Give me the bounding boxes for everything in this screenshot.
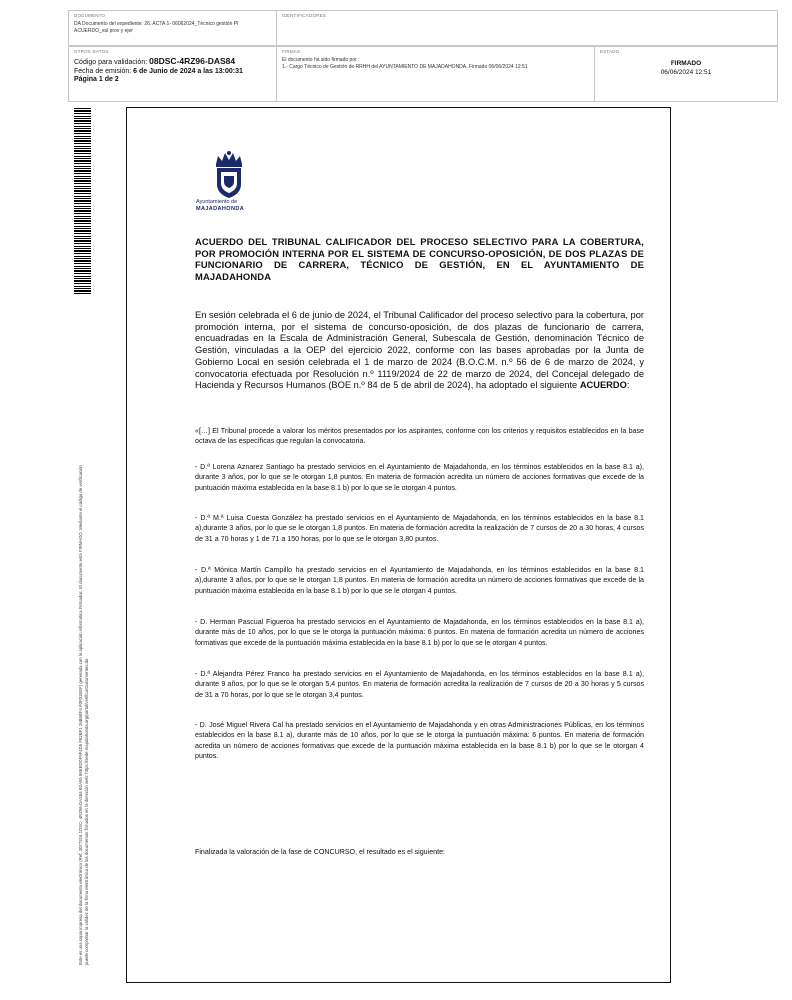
firmas-line1: El documento ha sido firmado por :: [282, 57, 360, 63]
firmas-cell: [276, 47, 594, 101]
paragraph-candidate-6: - D. José Miguel Rivera Cal ha prestado servicios en el Ayuntamiento de Majadahonda y en otras Administraciones Públicas, en los términos establecidos en la base 8.1 a), durante más de 10 años, por lo que se le otorga la puntuación máxima: 6 puntos. En materia de formación acredita un número de acciones formativas que excede de la puntuación máxima establecida en la base 8.1 b) por lo que se le otorgan 4 puntos.: [195, 721, 644, 760]
codigo-value[interactable]: 08DSC-4RZ96-DAS84: [149, 56, 236, 66]
otros-datos-cell: [69, 47, 276, 101]
estado-label: ESTADO: [600, 49, 620, 54]
barcode: [74, 108, 91, 296]
fecha-value: 6 de Junio de 2024 a las 13:00:31: [133, 67, 243, 75]
pagina-label: Página 1 de 2: [74, 76, 119, 83]
intro-acuerdo: ACUERDO: [579, 380, 627, 391]
documento-label: DOCUMENTO: [74, 13, 106, 18]
firmas-line2: 1.- Cargo Técnico de Gestión de RRHH del AYUNTAMIENTO DE MAJADAHONDA. Firmado 06/06/2024 12:51: [282, 63, 528, 70]
codigo-label: Código para validación:: [74, 59, 148, 66]
intro-text: En sesión celebrada el 6 de junio de 2024, el Tribunal Calificador del proceso selectivo para la cobertura, por promoción interna, por el sistema de concurso-oposición, de dos plazas de funcionario de carrera, encuadradas en la Escala de Administración General, Subescala de Gestión, denominación Técnico de Gestión, vinculadas a la OEP del ejercicio 2022, conforme con las bases aprobadas por la Junta de Gobierno Local en sesión celebrada el 1 de marzo de 2024 (B.O.C.M. n.º 56 de 6 de marzo de 2024, y convocatoria efectuada por Resolución n.º 1119/2024 de 22 de marzo de 2024, del Concejal delegado de Hacienda y Recursos Humanos (BOE n.º 84 de 5 de abril de 2024), ha adoptado el siguiente: [195, 310, 644, 391]
paragraph-final: Finalizada la valoración de la fase de CONCURSO, el resultado es el siguiente:: [195, 848, 445, 856]
identificadores-label: IDENTIFICADORES: [282, 13, 327, 18]
documento-cell: [69, 11, 276, 45]
paragraph-candidate-2: - D.ª M.ª Luisa Cuesta González ha prestado servicios en el Ayuntamiento de Majadahonda, en los términos establecidos en la base 8.1 a),durante 3 años, por lo que se le otorgan 1,8 puntos. En materia de formación acredita la realización de 7 cursos de 20 a 30 horas, 4 cursos de 31 a 70 horas y 1 de 71 a 150 horas, por lo que se le otorgan 3,80 puntos.: [195, 514, 644, 543]
estado-date: 06/06/2024 12:51: [660, 69, 712, 76]
paragraph-candidate-5: - D.ª Alejandra Pérez Franco ha prestado servicios en el Ayuntamiento de Majadahonda, en los términos establecidos en la base 8.1 a), durante 9 años, por lo que se le otorgan 5,4 puntos. En materia de formación acredita la realización de 7 cursos de 20 a 30 horas y 5 cursos de 31 a 70 horas, por lo que se le otorgan 3,4 puntos.: [195, 670, 644, 699]
paragraph-candidate-1: - D.ª Lorena Aznarez Santiago ha prestado servicios en el Ayuntamiento de Majadahonda, en los términos establecidos en la base 8.1 a), durante 3 años, por lo que se le otorgan 1,8 puntos. En materia de formación acredita un número de acciones formativas que excede de la puntuación máxima establecida en la base 8.1 b) por lo que se le otorgan 4 puntos.: [195, 463, 644, 492]
margin-line1: Este es una copia impresa del documento electrónico (Ref: 3077316 1DSC- 4RZ96-DAS84 B2A55 86EEDDF9F4D5 F82BF1 26B6BF4 F0F01EEF) generada con la aplicación informática Firmadoc. El documento está FIRMADO. Mediante el código de verificación: [78, 465, 83, 965]
estado-cell: [594, 47, 777, 101]
signature-header-top: [68, 10, 778, 46]
paragraph-candidate-3: - D.ª Mónica Martín Campillo ha prestado servicios en el Ayuntamiento de Majadahonda, en los términos establecidos en la base 8.1 a),durante 3 años, por lo que se le otorgan 1,8 puntos. En materia de formación acredita un número de acciones formativas que excede de la puntuación máxima establecida en la base 8.1 b) por lo que se le otorgan 4 puntos.: [195, 566, 644, 595]
intro-end: :: [626, 380, 630, 391]
margin-line2[interactable]: puede comprobar la validez de la firma electrónica de los documentos firmados en la dirección web: https://sede.majadahonda.org/portal/verificarDocumentos.do: [83, 658, 89, 965]
intro-paragraph: [195, 310, 644, 392]
paragraph-candidate-4: - D. Herman Pascual Figueroa ha prestado servicios en el Ayuntamiento de Majadahonda, en los términos establecidos en la base 8.1 a), durante más de 10 años, por lo que se le otorga la puntuación máxima: 6 puntos. En materia de formación acredita un número de acciones formativas que excede de la puntuación máxima establecida en la base 8.1 b) por lo que se le otorgan 4 puntos.: [195, 618, 644, 647]
document-title: ACUERDO DEL TRIBUNAL CALIFICADOR DEL PROCESO SELECTIVO PARA LA COBERTURA, POR PROMOCIÓN INTERNA POR EL SISTEMA DE CONCURSO-OPOSICIÓN, DE DOS PLAZAS DE FUNCIONARIO DE CARRERA, TÉCNICO DE GESTIÓN, EN EL AYUNTAMIENTO DE MAJADAHONDA: [195, 236, 644, 282]
otros-datos-label: OTROS DATOS: [74, 49, 109, 54]
paragraph-criteria: «[…] El Tribunal procede a valorar los méritos presentados por los aspirantes, conforme con los criterios y requisitos establecidos en la base octava de las específicas que regulan la convocatoria.: [195, 427, 644, 446]
identificadores-cell: [276, 11, 777, 45]
signature-header-bottom: [68, 46, 778, 102]
estado-value: FIRMADO: [670, 60, 702, 67]
documento-text: DA Documento del expediente: 26. ACTA 1- 06062024_Técnico gestión PI ACUERDO_val prov y ejer: [74, 21, 239, 34]
logo-text: [196, 199, 266, 213]
fecha-label: Fecha de emisión:: [74, 67, 132, 75]
logo-line1: Ayuntamiento de: [196, 199, 238, 205]
logo-line2: MAJADAHONDA: [196, 206, 245, 212]
firmas-label: FIRMAS: [282, 49, 301, 54]
